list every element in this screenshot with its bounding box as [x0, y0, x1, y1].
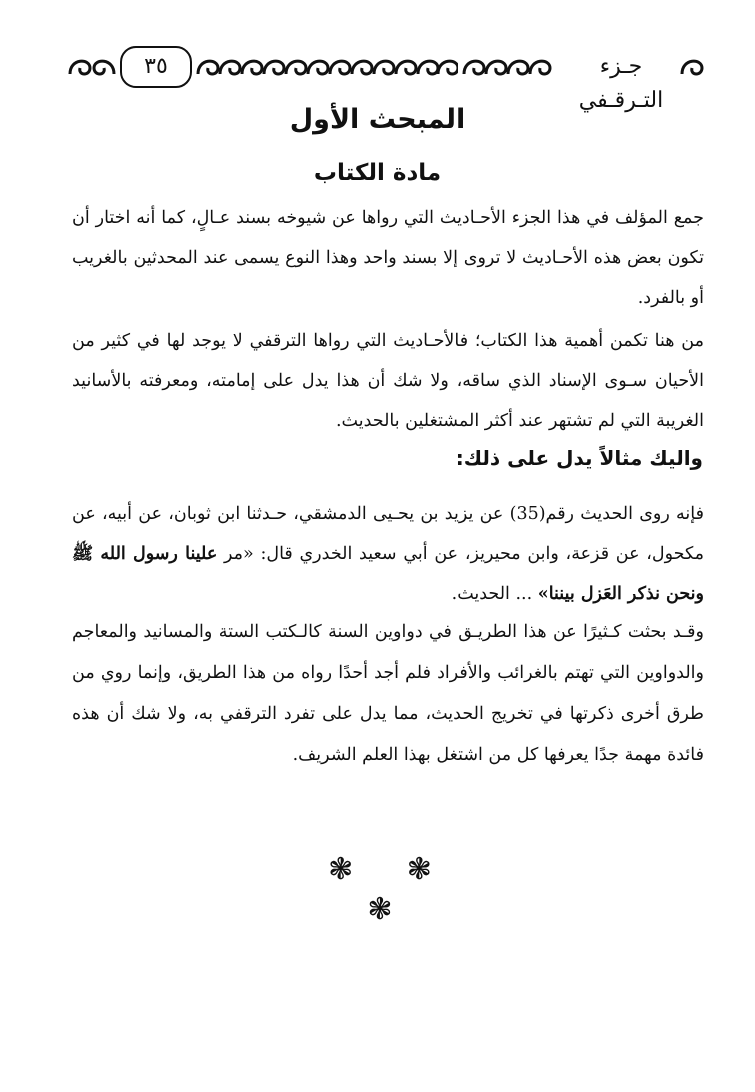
paragraph-3-tail: ... الحديث.	[451, 584, 533, 604]
page-header	[68, 42, 704, 113]
ornament-band-icon	[196, 54, 458, 80]
section-subtitle: مادة الكتاب	[313, 160, 442, 186]
hadith-quote: علينا رسول الله ﷺ ونحن نذكر العَزل بيننا»	[72, 544, 704, 604]
paragraph-2: من هنا تكمن أهمية هذا الكتاب؛ فالأحـاديث التي رواها الترقفي لا يوجد لها في كثير من الأحيان سـوى الإسناد الذي ساقه، ولا شك أن هذا يدل على إمامته، ومعرفته بالأسانيد الغريبة التي لم تشتهر عند أكثر المشتغلين بالحديث.	[72, 331, 704, 431]
page-number: ٣٥	[120, 46, 192, 88]
paragraph-4: وقـد بحثت كـثيرًا عن هذا الطريـق في دواوين السنة كالـكتب الستة والمسانيد والمعاجم والدواوين التي تهتم بالغرائب والأفراد فلم أجد أحدًا رواه من هذا الطريق، وإنما روي من طرق أخرى ذكرتها في تخريج الحديث، مما يدل على تفرد الترقفي به، ولا شك أن هذه فائدة مهمة جدًا يعرفها كل من اشتغل بهذا العلم الشريف.	[72, 622, 704, 765]
running-title: جـزء التـرقـفي	[578, 54, 664, 113]
ornament-left-icon	[68, 54, 116, 80]
section-title: المبحث الأول	[289, 104, 466, 135]
paragraph-3	[72, 494, 704, 614]
example-heading: واليك مثالاً يدل على ذلك:	[455, 446, 703, 470]
paragraph-1: جمع المؤلف في هذا الجزء الأحـاديث التي رواها عن شيوخه بسند عـالٍ، كما أنه اختار أن تكون بعض هذه الأحـاديث لا تروى إلا بسند واحد وهذا النوع يسمى عند المحدثين بالغريب أو بالفرد.	[72, 208, 704, 308]
ornament-middle-icon	[462, 54, 554, 80]
paragraph-3-lead: فإنه روى الحديث رقم(35) عن يزيد بن يحـيى الدمشقي، حـدثنا ابن ثوبان، عن أبيه، عن مكحول، عن قزعة، وابن محيريز، عن أبي سعيد الخدري قال: «مر	[72, 504, 704, 564]
ornament-right-icon	[680, 54, 710, 80]
divider-stars: ❃ ❃ ❃	[328, 852, 454, 927]
